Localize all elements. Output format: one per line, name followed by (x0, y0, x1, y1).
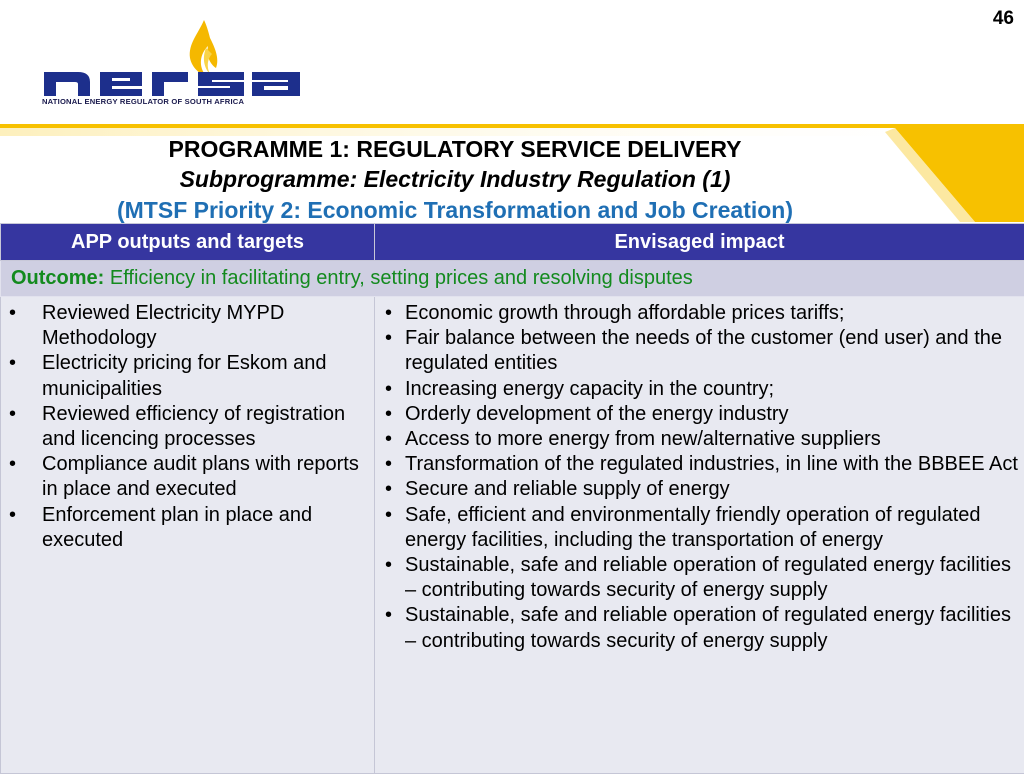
bullet-icon: • (385, 301, 392, 326)
bullet-icon: • (9, 503, 16, 528)
list-item: • Sustainable, safe and reliable operation of regulated energy facilities – contributing towards security of energy supply (383, 553, 1018, 603)
bullet-icon: • (385, 503, 392, 528)
subprogramme-title: Subprogramme: Electricity Industry Regulation (1) (0, 164, 910, 195)
list-item: • Secure and reliable supply of energy (383, 477, 1018, 502)
list-item: • Sustainable, safe and reliable operation of regulated energy facilities – contributing towards security of energy supply (383, 603, 1018, 653)
impact-cell (375, 297, 1024, 774)
bullet-icon: • (385, 452, 392, 477)
bullet-icon: • (9, 402, 16, 427)
list-item: • Compliance audit plans with reports in place and executed (9, 452, 368, 502)
outcome-label: Outcome: (11, 267, 104, 289)
list-item: • Orderly development of the energy industry (383, 402, 1018, 427)
logo-caption: NATIONAL ENERGY REGULATOR OF SOUTH AFRICA (42, 97, 244, 106)
list-item: • Reviewed Electricity MYPD Methodology (9, 301, 368, 351)
bullet-icon: • (385, 377, 392, 402)
outputs-cell (1, 297, 375, 774)
list-item: • Electricity pricing for Eskom and municipalities (9, 351, 368, 401)
slide-number: 46 (993, 8, 1014, 30)
bullet-icon: • (9, 452, 16, 477)
column-header-impact: Envisaged impact (375, 224, 1024, 261)
outcome-text: Efficiency in facilitating entry, setting prices and resolving disputes (104, 267, 692, 289)
bullet-icon: • (9, 301, 16, 326)
outcome-cell (1, 261, 1024, 297)
list-item: • Fair balance between the needs of the customer (end user) and the regulated entities (383, 326, 1018, 376)
list-item: • Economic growth through affordable prices tariffs; (383, 301, 1018, 326)
outcome-row (1, 261, 1024, 297)
programme-table (0, 223, 1024, 774)
nersa-logo (38, 18, 308, 108)
bullet-icon: • (385, 603, 392, 628)
bullet-icon: • (385, 427, 392, 452)
column-header-outputs: APP outputs and targets (1, 224, 375, 261)
list-item: • Reviewed efficiency of registration and licencing processes (9, 402, 368, 452)
bullet-icon: • (385, 326, 392, 351)
bullet-icon: • (9, 351, 16, 376)
mtsf-priority-title: (MTSF Priority 2: Economic Transformation and Job Creation) (0, 195, 910, 226)
slide-title-block (0, 134, 910, 226)
impact-list (383, 301, 1018, 654)
list-item: • Safe, efficient and environmentally friendly operation of regulated energy facilities, including the transportation of energy (383, 503, 1018, 553)
bullet-icon: • (385, 553, 392, 578)
bullet-icon: • (385, 402, 392, 427)
nersa-wordmark-icon (38, 18, 308, 98)
table-header-row (1, 224, 1024, 261)
list-item: • Transformation of the regulated industries, in line with the BBBEE Act (383, 452, 1018, 477)
outputs-list (9, 301, 368, 553)
programme-title: PROGRAMME 1: REGULATORY SERVICE DELIVERY (0, 134, 910, 164)
list-item: • Increasing energy capacity in the country; (383, 377, 1018, 402)
list-item: • Access to more energy from new/alternative suppliers (383, 427, 1018, 452)
bullet-icon: • (385, 477, 392, 502)
body-row (1, 297, 1024, 774)
list-item: • Enforcement plan in place and executed (9, 503, 368, 553)
